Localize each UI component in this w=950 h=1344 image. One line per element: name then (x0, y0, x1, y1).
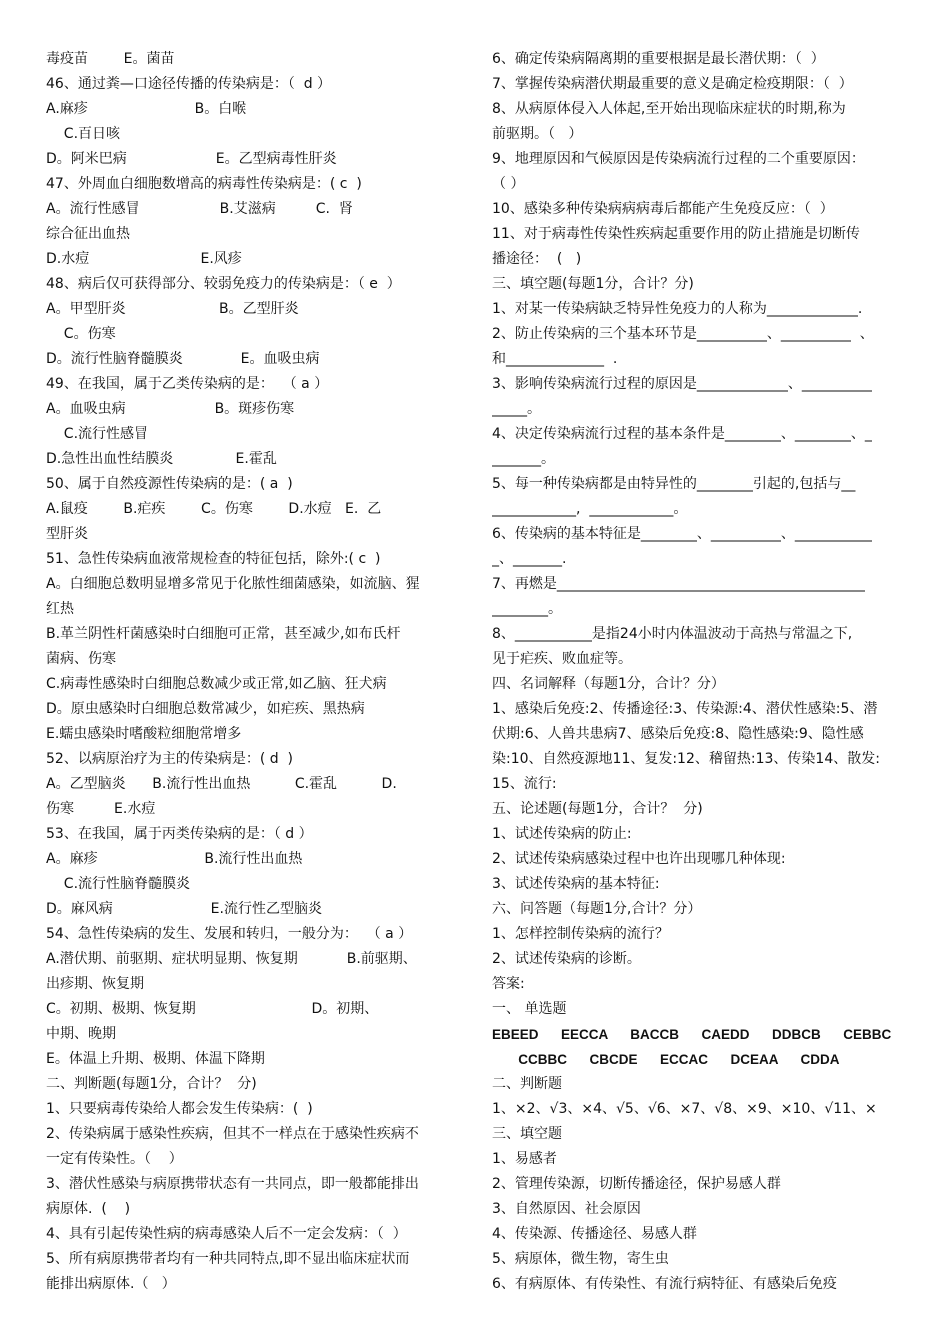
left-text-line: 50、属于自然疫源性传染病的是：( a ) (46, 476, 293, 492)
left-text-line: 47、外周血白细胞数增高的病毒性传染病是：( c ) (46, 176, 362, 192)
left-text-line: C.百日咳 (46, 126, 121, 142)
left-text-line: 49、在我国，属于乙类传染病的是： （ a ） (46, 376, 329, 392)
right-text-line: 7、掌握传染病潜伏期最重要的意义是确定检疫期限：（ ） (492, 76, 853, 92)
right-text-line: 10、感染多种传染病病病毒后都能产生免疫反应：（ ） (492, 201, 834, 217)
left-column (46, 47, 466, 1297)
right-text-line: _、_______. (492, 551, 567, 567)
right-text-line: 三、填空题(每题1分，合计？分) (492, 276, 694, 292)
right-text-line: 一、 单选题 (492, 1001, 567, 1017)
left-text-line: 伤寒 E.水痘 (46, 801, 156, 817)
right-text-line: 前驱期。（ ） (492, 126, 583, 142)
left-text-line: D。阿米巴病 E。乙型病毒性肝炎 (46, 151, 337, 167)
right-text-line: 1、×2、√3、×4、√5、√6、×7、√8、×9、×10、√11、× (492, 1101, 877, 1117)
left-text-line: 51、急性传染病血液常规检查的特征包括，除外:( c ) (46, 551, 381, 567)
right-text-line: 4、决定传染病流行过程的基本条件是________、________、_ (492, 426, 872, 442)
left-text-line: C。伤寒 (46, 326, 116, 342)
left-text-line: 菌病、伤寒 (46, 651, 116, 667)
left-text-line: A.鼠疫 B.疟疾 C。伤寒 D.水痘 E. 乙 (46, 501, 382, 517)
right-text-line: 3、试述传染病的基本特征: (492, 876, 660, 892)
left-text-line: 二、判断题(每题1分，合计？ 分) (46, 1076, 257, 1092)
left-text-line: 一定有传染性。（ ） (46, 1151, 183, 1167)
left-text-line: 毒疫苗 E。菌苗 (46, 51, 175, 67)
left-text-line: D.急性出血性结膜炎 E.霍乱 (46, 451, 277, 467)
right-text-line: 六、问答题（每题1分,合计？分） (492, 901, 702, 917)
right-text-line: 五、论述题(每题1分，合计？ 分) (492, 801, 703, 817)
left-text-line: C.流行性脑脊髓膜炎 (46, 876, 191, 892)
left-text-line: 53、在我国，属于丙类传染病的是：（ d ） (46, 826, 313, 842)
right-text-line: 1、感染后免疫:2、传播途径:3、传染源:4、潜伏性感染:5、潜 (492, 701, 878, 717)
left-text-line: D。原虫感染时白细胞总数常减少，如疟疾、黑热病 (46, 701, 365, 717)
left-text-line: 3、潜伏性感染与病原携带状态有一共同点，即一般都能排出 (46, 1176, 419, 1192)
right-text-line: 9、地理原因和气候原因是传染病流行过程的二个重要原因： (492, 151, 865, 167)
left-text-line: 出疹期、恢复期 (46, 976, 144, 992)
right-text-line: 染:10、自然疫源地11、复发:12、稽留热:13、传染14、散发: (492, 751, 880, 767)
right-text-line: 播途径： ( ) (492, 251, 582, 267)
right-text-line: 5、病原体，微生物，寄生虫 (492, 1251, 669, 1267)
right-text-line: ____________, ____________。 (492, 501, 688, 517)
left-text-line: 46、通过粪—口途径传播的传染病是：（ d ） (46, 76, 332, 92)
left-text-line: A。乙型脑炎 B.流行性出血热 C.霍乱 D. (46, 776, 397, 792)
left-text-line: 1、只要病毒传染给人都会发生传染病：( ) (46, 1101, 313, 1117)
right-text-line: 3、影响传染病流行过程的原因是_____________、__________ (492, 376, 872, 392)
right-text-line: ________。 (492, 601, 562, 617)
right-text-line: 1、易感者 (492, 1151, 557, 1167)
right-text-line: 二、判断题 (492, 1076, 562, 1092)
left-text-line: 综合征出血热 (46, 226, 130, 242)
left-text-line: A.潜伏期、前驱期、症状明显期、恢复期 B.前驱期、 (46, 951, 417, 967)
right-text-line: 三、填空题 (492, 1126, 562, 1142)
right-text-line: 2、试述传染病的诊断。 (492, 951, 641, 967)
right-text-line: 1、怎样控制传染病的流行？ (492, 926, 669, 942)
left-text-line: D.水痘 E.风疹 (46, 251, 242, 267)
right-text-line: 6、有病原体、有传染性、有流行病特征、有感染后免疫 (492, 1276, 837, 1292)
right-column (492, 47, 912, 1297)
right-text-line: 15、流行: (492, 776, 557, 792)
left-text-line: E.蠕虫感染时嗜酸粒细胞常增多 (46, 726, 242, 742)
right-text-line: 2、防止传染病的三个基本环节是__________、__________ 、 (492, 326, 874, 342)
left-text-line: C。初期、极期、恢复期 D。初期、 (46, 1001, 379, 1017)
left-text-line: D。麻风病 E.流行性乙型脑炎 (46, 901, 322, 917)
right-text-line: 3、自然原因、社会原因 (492, 1201, 641, 1217)
left-text-line: 中期、晚期 (46, 1026, 116, 1042)
left-text-line: C.病毒性感染时白细胞总数减少或正常,如乙脑、狂犬病 (46, 676, 387, 692)
left-text-line: A。白细胞总数明显增多常见于化脓性细菌感染，如流脑、猩 (46, 576, 420, 592)
right-text-line: 6、传染病的基本特征是________、__________、___________ (492, 526, 872, 542)
right-text-line: CCBBC CBCDE ECCAC DCEAA CDDA (492, 1052, 840, 1067)
left-text-line: 2、传染病属于感染性疾病，但其不一样点在于感染性疾病不 (46, 1126, 419, 1142)
left-text-line: 52、以病原治疗为主的传染病是：( d ) (46, 751, 293, 767)
right-text-line: 1、试述传染病的防止: (492, 826, 632, 842)
left-text-line: A。流行性感冒 B.艾滋病 C. 肾 (46, 201, 353, 217)
right-text-line: 7、再燃是____________________________________________ (492, 576, 865, 592)
left-text-line: 能排出病原体.（ ） (46, 1276, 176, 1292)
right-text-line: （ ） (492, 176, 525, 192)
right-text-line: _______。 (492, 451, 555, 467)
right-text-line: 5、每一种传染病都是由特异性的________引起的,包括与__ (492, 476, 856, 492)
right-text-line: 8、___________是指24小时内体温波动于高热与常温之下, (492, 626, 853, 642)
left-text-line: 病原体. ( ) (46, 1201, 131, 1217)
left-text-line: A。血吸虫病 B。斑疹伤寒 (46, 401, 295, 417)
left-text-line: A.麻疹 B。白喉 (46, 101, 247, 117)
right-text-line: 6、确定传染病隔离期的重要根据是最长潜伏期：（ ） (492, 51, 825, 67)
left-text-line: 红热 (46, 601, 74, 617)
right-text-line: 伏期:6、人兽共患病7、感染后免疫:8、隐性感染:9、隐性感 (492, 726, 864, 742)
right-text-line: 见于疟疾、败血症等。 (492, 651, 632, 667)
left-text-line: E。体温上升期、极期、体温下降期 (46, 1051, 265, 1067)
left-text-line: B.革兰阴性杆菌感染时白细胞可正常，甚至减少,如布氏杆 (46, 626, 401, 642)
right-text-line: 4、传染源、传播途径、易感人群 (492, 1226, 697, 1242)
left-text-line: C.流行性感冒 (46, 426, 149, 442)
right-text-line: EBEED EECCA BACCB CAEDD DDBCB CEBBC (492, 1027, 892, 1042)
right-text-line: 1、对某一传染病缺乏特异性免疫力的人称为_____________. (492, 301, 863, 317)
left-text-line: D。流行性脑脊髓膜炎 E。血吸虫病 (46, 351, 320, 367)
right-text-line: 和______________ . (492, 351, 618, 367)
right-text-line: 2、试述传染病感染过程中也许出现哪几种体现: (492, 851, 786, 867)
left-text-line: A。甲型肝炎 B。乙型肝炎 (46, 301, 299, 317)
right-text-line: 8、从病原体侵入人体起,至开始出现临床症状的时期,称为 (492, 101, 846, 117)
right-text-line: 2、管理传染源，切断传播途径，保护易感人群 (492, 1176, 781, 1192)
left-text-line: 48、病后仅可获得部分、较弱免疫力的传染病是：（ e ） (46, 276, 401, 292)
left-text-line: 4、具有引起传染性病的病毒感染人后不一定会发病：（ ） (46, 1226, 407, 1242)
right-text-line: _____。 (492, 401, 541, 417)
right-text-line: 四、名词解释（每题1分，合计？分） (492, 676, 725, 692)
left-text-line: 型肝炎 (46, 526, 88, 542)
right-text-line: 11、对于病毒性传染性疾病起重要作用的防止措施是切断传 (492, 226, 860, 242)
right-text-line: 答案: (492, 976, 525, 992)
left-text-line: A。麻疹 B.流行性出血热 (46, 851, 303, 867)
left-text-line: 54、急性传染病的发生、发展和转归，一般分为： （ a ） (46, 926, 413, 942)
left-text-line: 5、所有病原携带者均有一种共同特点,即不显出临床症状而 (46, 1251, 410, 1267)
